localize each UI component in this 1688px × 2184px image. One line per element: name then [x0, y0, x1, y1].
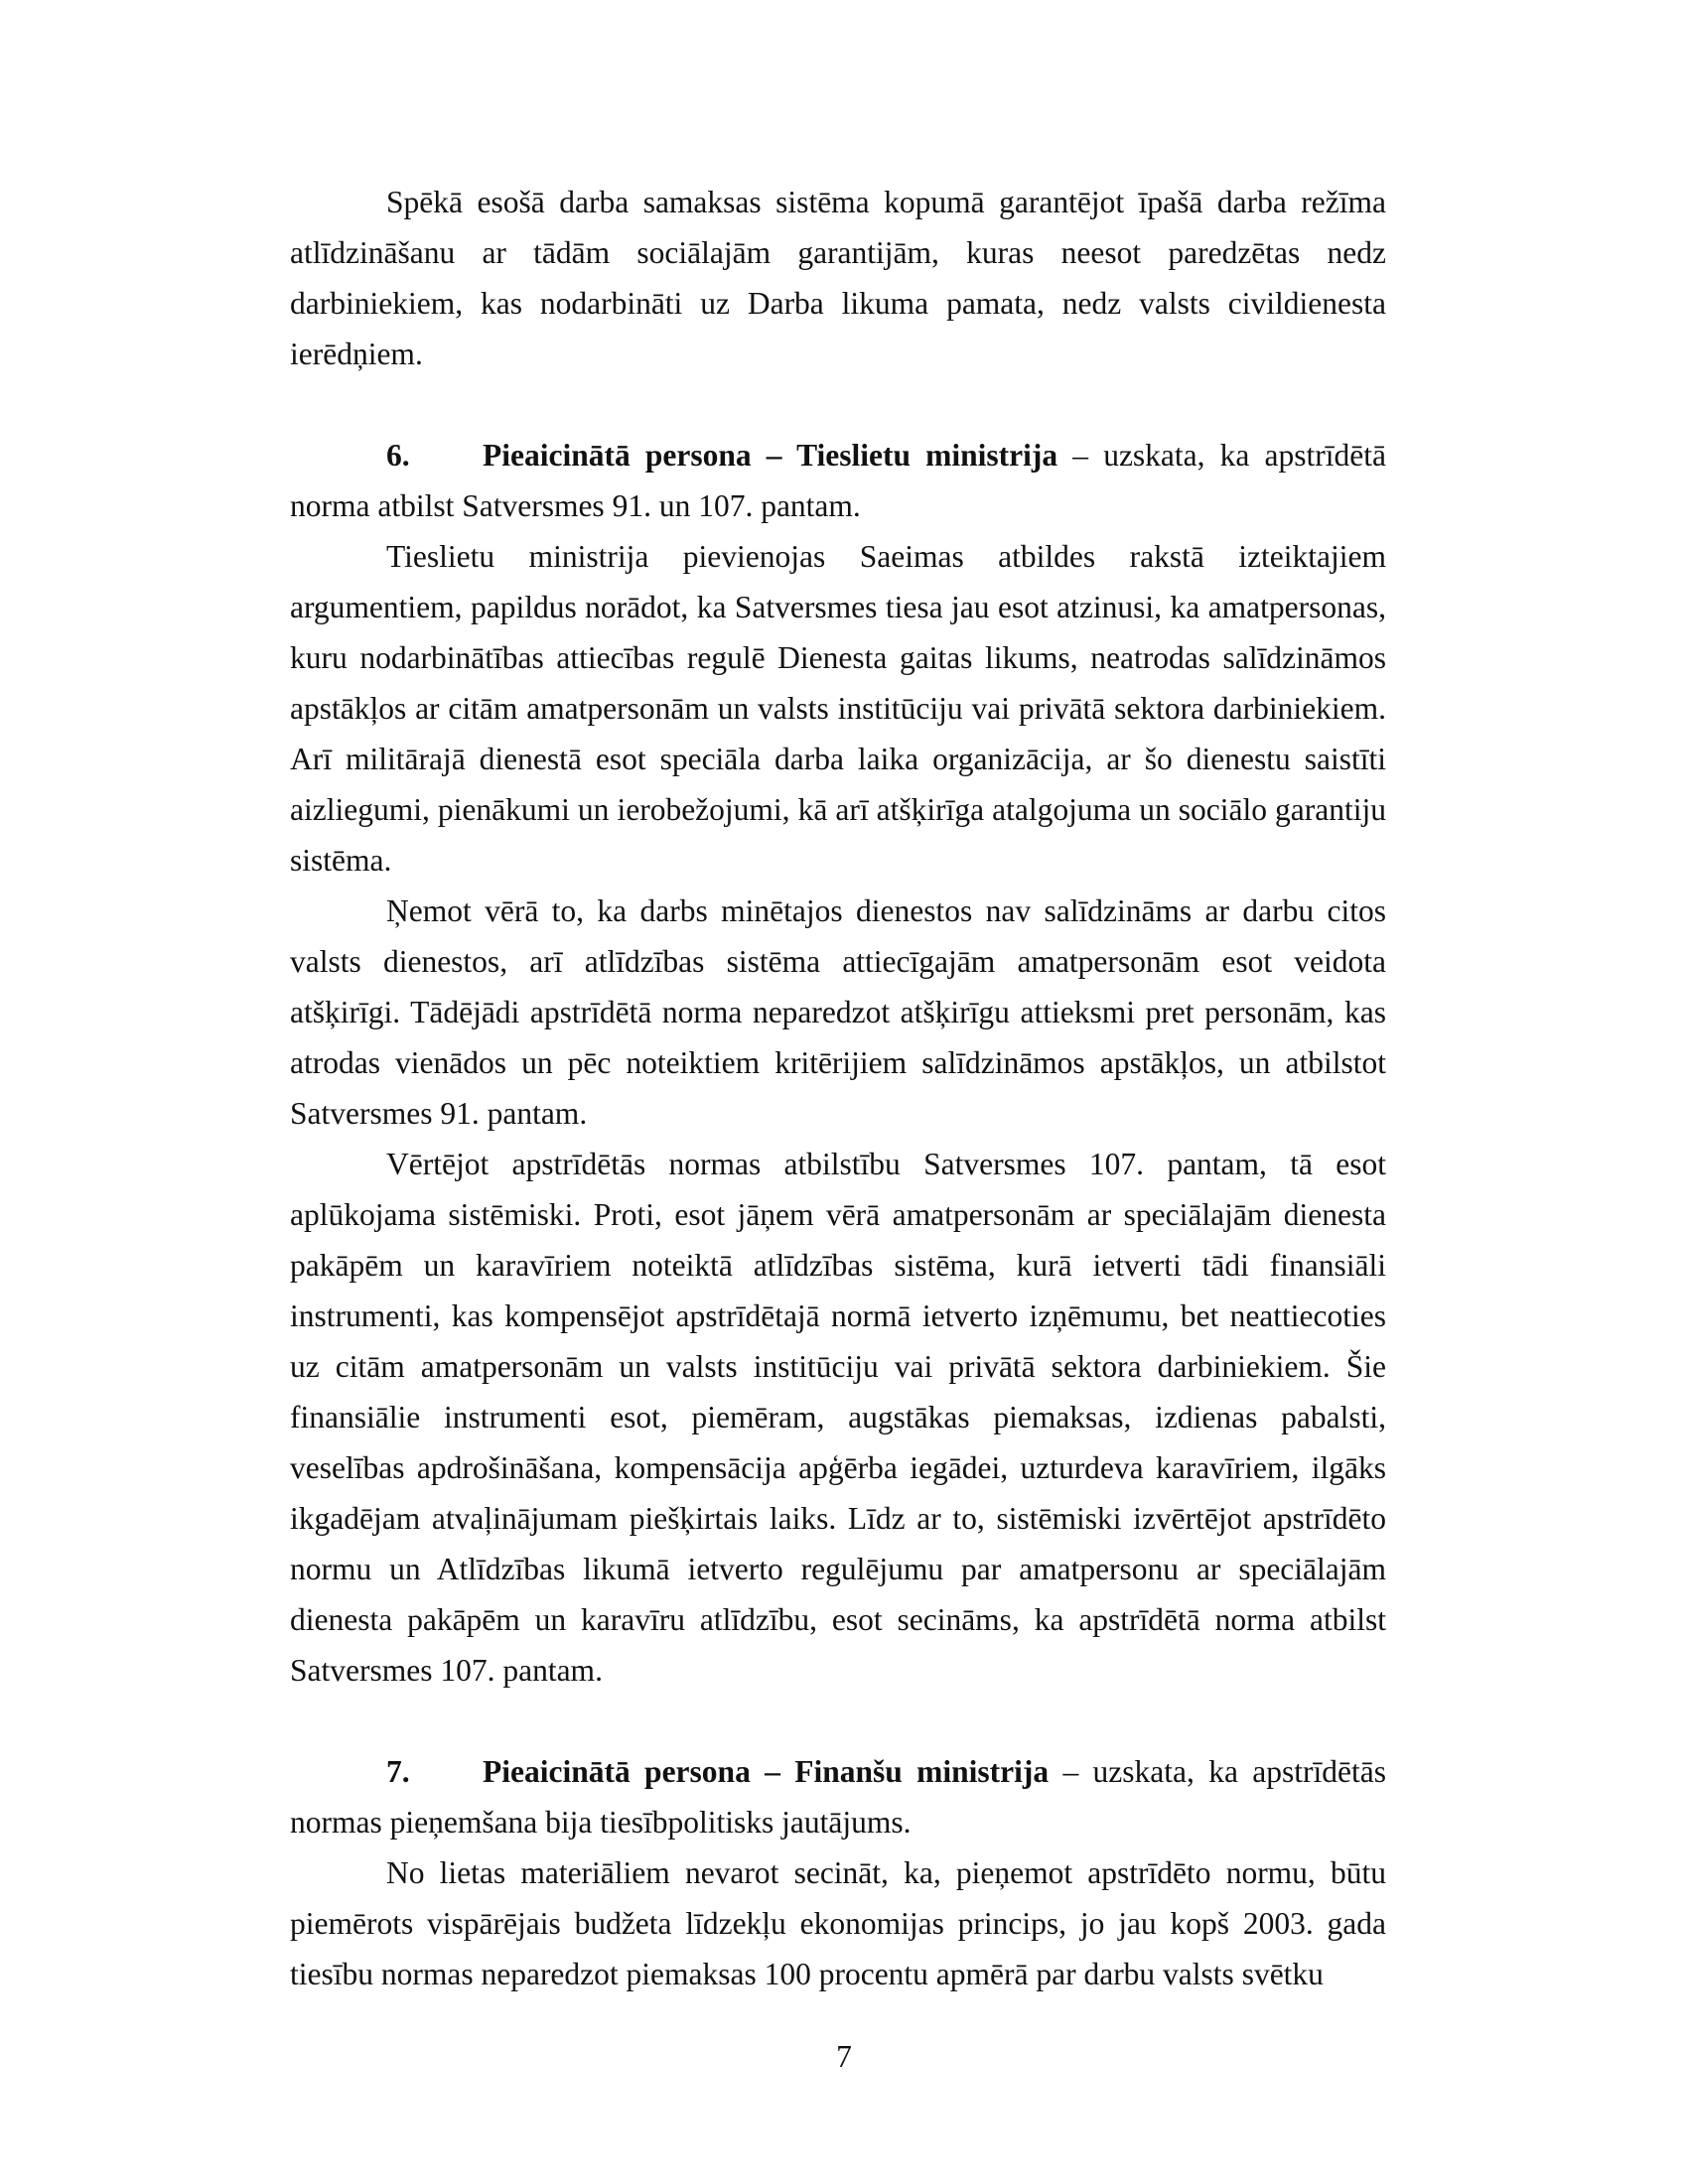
- paragraph: Vērtējot apstrīdētās normas atbilstību Satversmes 107. pantam, tā esot aplūkojama sistēmiski. Proti, esot jāņem vērā amatpersonām ar speciālajām dienesta pakāpēm un karavīriem noteiktā atlīdzības sistēma, kurā ietverti tādi finansiāli instrumenti, kas kompensējot apstrīdētajā normā ietverto izņēmumu, bet neattiecoties uz citām amatpersonām un valsts institūciju vai privātā sektora darbiniekiem. Šie finansiālie instrumenti esot, piemēram, augstākas piemaksas, izdienas pabalsti, veselības apdrošināšana, kompensācija apģērba iegādei, uzturdeva karavīriem, ilgāks ikgadējam atvaļinājumam piešķirtais laiks. Līdz ar to, sistēmiski izvērtējot apstrīdēto normu un Atlīdzības likumā ietverto regulējumu par amatpersonu ar speciālajām dienesta pakāpēm un karavīru atlīdzību, esot secināms, ka apstrīdētā norma atbilst Satversmes 107. pantam.: [290, 1147, 1386, 1688]
- paragraph: No lietas materiāliem nevarot secināt, ka, pieņemot apstrīdēto normu, būtu piemērots vispārējais budžeta līdzekļu ekonomijas princips, jo jau kopš 2003. gada tiesību normas neparedzot piemaksas 100 procentu apmērā par darbu valsts svētku: [290, 1855, 1386, 1991]
- section-number: 6.: [386, 438, 410, 473]
- section-7-paragraph: [290, 1746, 1386, 1847]
- section-6-paragraph: [290, 430, 1386, 531]
- section-heading: Pieaicinātā persona – Finanšu ministrija: [483, 1754, 1050, 1789]
- page-number: 7: [836, 2039, 852, 2074]
- paragraph-gap: [290, 379, 1386, 430]
- section-text: – uzskata, ka apstrīdētā norma atbilst Satversmes 91. un 107. pantam.: [290, 438, 1386, 523]
- paragraph: Ņemot vērā to, ka darbs minētajos dienestos nav salīdzināms ar darbu citos valsts dienestos, arī atlīdzības sistēma attiecīgajām amatpersonām esot veidota atšķirīgi. Tādējādi apstrīdētā norma neparedzot atšķirīgu attieksmi pret personām, kas atrodas vienādos un pēc noteiktiem kritērijiem salīdzināmos apstākļos, un atbilstot Satversmes 91. pantam.: [290, 893, 1386, 1131]
- paragraph: Tieslietu ministrija pievienojas Saeimas atbildes rakstā izteiktajiem argumentiem, papildus norādot, ka Satversmes tiesa jau esot atzinusi, ka amatpersonas, kuru nodarbinātības attiecības regulē Dienesta gaitas likums, neatrodas salīdzināmos apstākļos ar citām amatpersonām un valsts institūciju vai privātā sektora darbiniekiem. Arī militārajā dienestā esot speciāla darba laika organizācija, ar šo dienestu saistīti aizliegumi, pienākumi un ierobežojumi, kā arī atšķirīga atalgojuma un sociālo garantiju sistēma.: [290, 539, 1386, 878]
- paragraph-gap: [290, 1696, 1386, 1746]
- paragraph: Spēkā esošā darba samaksas sistēma kopumā garantējot īpašā darba režīma atlīdzināšanu ar tādām sociālajām garantijām, kuras neesot paredzētas nedz darbiniekiem, kas nodarbināti uz Darba likuma pamata, nedz valsts civildienesta ierēdņiem.: [290, 185, 1386, 371]
- section-heading: Pieaicinātā persona – Tieslietu ministrija: [483, 438, 1058, 473]
- document-body: [290, 177, 1386, 1999]
- section-number: 7.: [386, 1754, 410, 1789]
- section-text: – uzskata, ka apstrīdētās normas pieņemšana bija tiesībpolitisks jautājums.: [290, 1754, 1386, 1840]
